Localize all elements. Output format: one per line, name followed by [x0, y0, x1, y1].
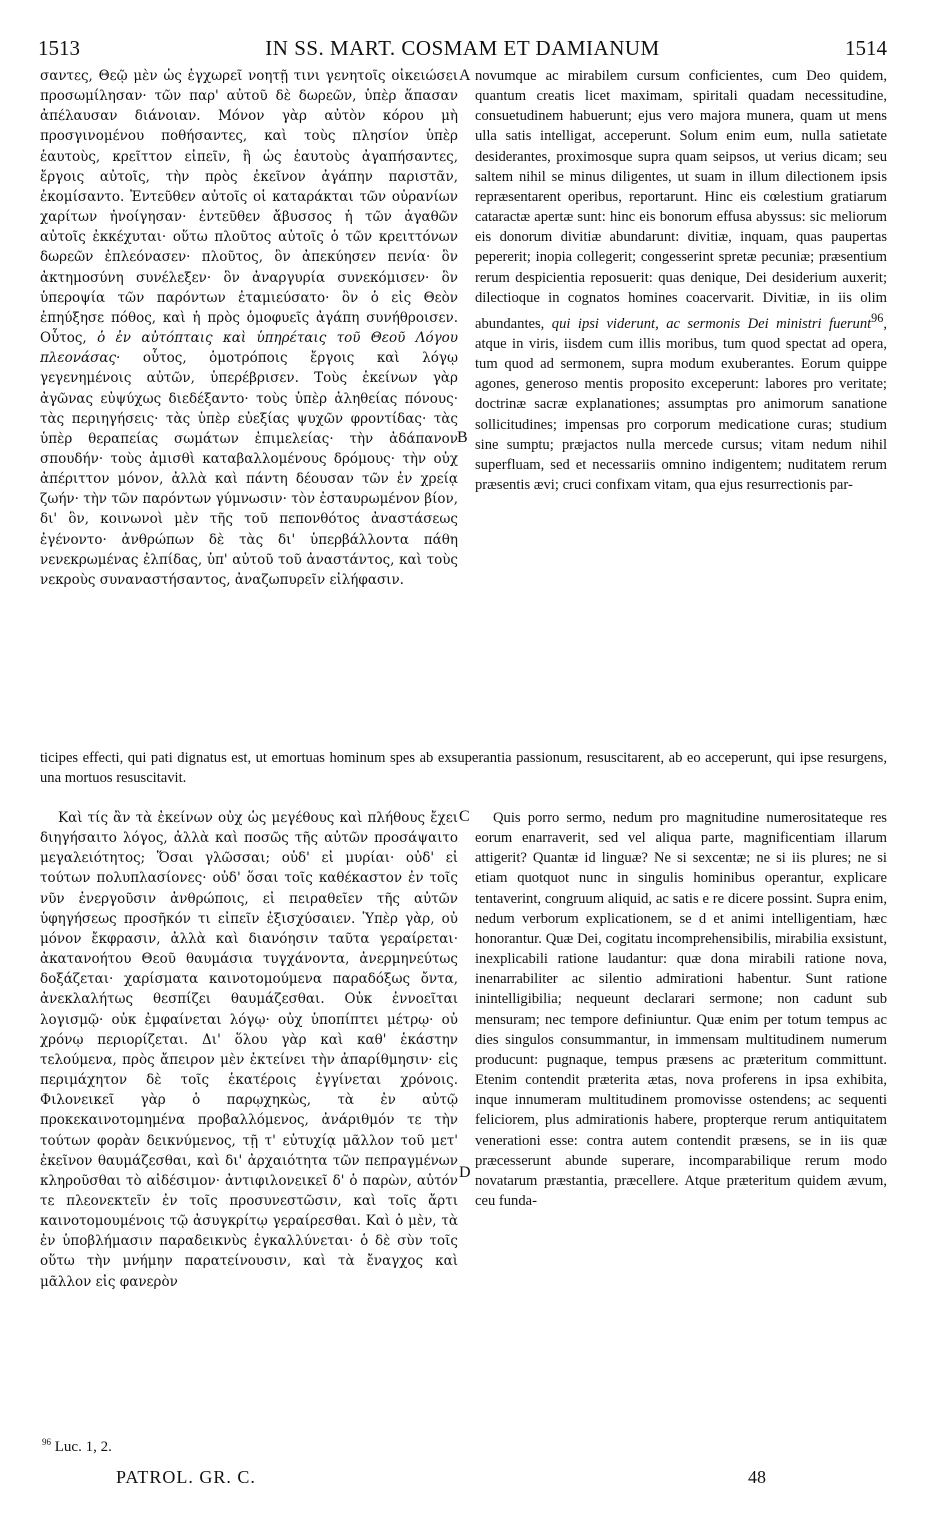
latin-full-width-line: ticipes effecti, qui pati dignatus est, ut emortuas hominum spes ab exsuperantia passionum, resuscitarent, ab eo acceperunt, qui ipse resurgens, una mortuos resuscitavit. — [40, 750, 887, 787]
running-header — [0, 36, 925, 66]
latin-column-bottom — [475, 808, 887, 1211]
margin-letter-b: B — [457, 429, 468, 446]
footnote — [42, 1437, 112, 1456]
latin-italic-quote: qui ipsi viderunt, ac sermonis Dei ministri fuerunt — [551, 315, 872, 332]
footnote-number: 96 — [42, 1437, 51, 1447]
greek-column-bottom — [40, 808, 458, 1292]
footnote-text: Luc. 1, 2. — [54, 1439, 112, 1455]
latin-paragraph: Quis porro sermo, nedum pro magnitudine numerositateque res eorum enarraverit, sed vel aliqua parte, magnificentiam illarum attigerit? Quantæ id linguæ? Ne si sexcentæ; ne si iis plures; ne si etiam quotquot nunc in singulis hominibus operantur, explicare tentaverint, congruum aliquid, ac satis e re dicere possint. Supra enim, nedum verborum explicationem, se d et animi intelligentiam, hæc honorantur. Quæ Dei, cogitatu incomprehensibilis, mirabilia exsistunt, inexplicabili ratione laudantur: quæ dona mirabili ratione nova, inenarrabiliter ac silentio admirationi habentur. Sunt ratione inintelligibilia; nequeunt declarari sermone; non cadunt sub mensuram; nec tempore definiuntur. Quæ enim per totum tempus ac dies singulos consummantur, in immensam multitudinem numerum producunt: pugnaque, tempus præsens ac præteritum committunt. Etenim contendit præterita ætas, nova proferens in ipsa exhibita, inque innumeram multitudinem promovisse ostendens; ac sequenti feliciorem, plus admirationis habere, propterque rerum antiquitatem venerationi esse: contra autem contendit præsens, se in iis quæ præcesserunt abunde superare, incomparabilique rerum modo novatarum præstantia, præcellere. Atque præteritum quidem ævum, ceu funda- — [475, 810, 887, 1209]
signature-mark: 48 — [748, 1467, 766, 1487]
latin-column-top — [475, 66, 887, 495]
page-number-left: 1513 — [38, 36, 80, 60]
greek-italic-quote: ὁ ἐν αὐτόπταις καὶ ὑπηρέταις τοῦ Θεοῦ Λόγου πλεονάσας· — [40, 330, 458, 367]
margin-letter-c: C — [459, 808, 470, 825]
greek-paragraph: Καὶ τίς ἂν τὰ ἐκείνων οὐχ ὡς μεγέθους καὶ πλήθους ἔχει διηγήσαιτο λόγος, ἀλλὰ καὶ ποσῶς τῆς αὐτῶν προσάψαιτο μεγαλειότητος; Ὅσαι γλῶσσαι; οὐδ' εἰ μυρίαι· οὐδ' εἰ τούτων πολυπλασίονες· οὐδ' ὅσαι τοῖς καθέκαστον ἐν τοῖς νῦν ἐνεργοῦσιν ἀνθρώποις, εἰ πειραθεῖεν τῆς αὐτῶν ὑφηγήσεως προσῆκόν τι εἰπεῖν ἐξισχύσαιεν. Ὑπὲρ γὰρ, οὐ μόνον ἔκφρασιν, ἀλλὰ καὶ διανόησιν ταῦτα γεραίρεται· ἀκατανοήτου Θεοῦ θαυμάσια τυγχάνοντα, ἀνερμηνεύτως δοξάζεται· χαρίσματα καινοτομούμενα παραδόξως ὄντα, ἀνεκλαλήτως θεσπίζει θαυμάζεσθαι. Οὐκ ἐννοεῖται λογισμῷ· οὐκ ἐμφαίνεται λόγῳ· οὐχ ὑποπίπτει μέτρῳ· οὐ χρόνῳ περιορίζεται. Δι' ὅλου γὰρ καὶ καθ' ἑκάστην τελούμενα, πρὸς ἄπειρον μὲν ἐκτείνει τὴν ἀπαρίθμησιν· εἰς περιμάχητον δὲ τοῖς ἑκατέροις ἐγγίνεται χρόνοις. Φιλονεικεῖ γὰρ ὁ παρῳχηκὼς, τὰ ἐν αὐτῷ προκεκαινοτομημένα προβαλλόμενος, ἀνάριθμόν τε τὴν τούτων φορὰν δεικνύμενος, τῇ τ' εὐτυχίᾳ μᾶλλον τοῦ μετ' ἐκεῖνον θαυμάζεσθαι, καὶ δι' ἀρχαιότητα τῶν πεπραγμένων κληροῦσθαι τὸ αἰδέσιμον· ἀντιφιλονεικεῖ δ' ὁ παρὼν, αὐτόν τε πλεονεκτεῖν ἐν τοῖς προσυνεστῶσιν, καὶ τοῖς ἄρτι καινοτομουμένοις τῷ ἀσυγκρίτῳ γεραίρεσθαι. Καὶ ὁ μὲν, τὰ ἐν ὑποβλήμασιν παραδεικνὺς ἐγκαλλύνεται· ὁ δὲ σὺν τοῖς οὕτω τὴν μνήμην παρατείνουσιν, καὶ τὰ ἔναγχος καὶ μᾶλλον εἰς φανερὸν — [40, 810, 458, 1290]
page-number-right: 1514 — [845, 36, 887, 60]
margin-letter-d: D — [459, 1164, 471, 1181]
latin-text-cont: , atque in viris, iisdem cum illis moribus, tum quod spectat ad opera, tum quod ad sermonem, supra modum exuberantes. Eorum quippe agones, generoso mentis proposito exceperunt: labores pro veritate; doctrinæ sacræ explanationes; assumptas pro animorum sanatione sollicitudines; impensas pro corporum medicatione curas; studium sine sumptu; præjactos nulla mercede cursus; vitam nedum nihil superfluam, sed et necessariis omnino indigentem; nuditatem rerum præsentis ævi; cruci confixam vitam, qua ejus resurrectionis par- — [475, 315, 887, 493]
series-title: PATROL. GR. C. — [116, 1467, 256, 1487]
greek-text: σαντες, Θεῷ μὲν ὡς ἐγχωρεῖ νοητῇ τινι γενητοῖς οἰκειώσει προσωμίλησαν· τῶν παρ' αὐτοῦ δὲ δωρεῶν, ὑπὲρ ἅπασαν ἀπέλαυσαν διάνοιαν. Μόνον γὰρ αὐτὸν κόρου μὴ προσγινομένου ποθήσαντες, καὶ τοὺς πλησίον ὑπὲρ ἑαυτοὺς, κρεῖττον εἰπεῖν, ἢ ὡς ἑαυτοὺς ἀγαπήσαντες, ἔργοις αὐτοῖς, τὴν πρὸς ἐκεῖνον ἀγάπην παριστᾶν, ἐκομίσαντο. Ἐντεῦθεν αὐτοῖς οἱ καταράκται τῶν οὐρανίων χαρίτων ἠνοίγησαν· ἐντεῦθεν ἄβυσσος ἡ τῶν ἀγαθῶν αὐτοῖς ἐκκέχυται· οὕτω πλοῦτος αὐτοῖς ὁ τῶν κρειττόνων δωρεῶν ἐπλεόνασεν· πλοῦτος, ὃν ἀπεκύησεν πενία· ὃν ἀκτημοσύνη συνέλεξεν· ὃν ἀναργυρία συνεκόμισεν· ὃν ὑπεροψία τῶν παρόντων ἐταμιεύσατο· ὃν ὁ εἰς Θεὸν ἐπηύξησε πόθος, καὶ ἡ πρὸς ὁμοφυεῖς ἀγάπη συνήθροισεν. Οὗτος, — [40, 68, 458, 347]
footnote-ref: 96 — [871, 310, 884, 325]
latin-text: novumque ac mirabilem cursum conficientes, cum Deo quidem, quantum creatis licet maximam, spiritali quadam necessitudine, consuetudinem habuerunt; ejus vero majora munera, quam ut mens ulla satis intelligat, acceperunt. Solum enim eum, nulla satietate desiderantes, proximosque supra quam seipsos, ut verius dicam; seu saltem nihil se minus diligentes, ut suam in illum dilectionem ipsis repræsentarent operibus, reportarunt. Hinc eis cœlestium gratiarum cataractæ apertæ sunt: hinc eis bonorum effusa abyssus: sic meliorum eis donorum divitiæ abundarunt: divitiæ, inquam, quas paupertas pepererit; inopia collegerit; congesserint spretæ pecuniæ; præsentium rerum despicientia reposuerit: quas denique, Dei desiderium auxerit; dilectioque in cognatos homines coacervarit. Divitiæ, in iis olim abundantes, — [475, 68, 887, 332]
running-title: IN SS. MART. COSMAM ET DAMIANUM — [265, 36, 660, 60]
margin-letter-a: A — [459, 67, 471, 84]
greek-text-cont: οὗτος, ὁμοτρόποις ἔργοις καὶ λόγῳ γεγενημένοις αὐτῶν, ὑπερέβρισεν. Τοὺς ἐκείνων γὰρ ἀγῶνας εὐψύχως διεδέξαντο· τοὺς ὑπὲρ ἀληθείας πόνους· τὰς περιηγήσεις· τὰς ὑπὲρ εὐεξίας ψυχῶν φροντίδας· τὰς ὑπὲρ θεραπείας σωμάτων ἐπιμελείας· τὴν ἀδάπανον σπουδήν· τοὺς ἀμισθὶ καταβαλλομένους δρόμους· τὴν οὐχ ἀπέριττον μόνον, ἀλλὰ καὶ πάντη δέουσαν τῶν ἐν χρείᾳ ζωήν· τὴν τῶν παρόντων γύμνωσιν· τὸν ἐσταυρωμένον βίον, δι' ὃν, κοινωνοὶ μὲν τῆς τοῦ πεπονθότος ἀναστάσεως ἐγένοντο· ἀνθρώπων δὲ τὰς δι' ὑπερβάλλοντα πάθη νενεκρωμένας ἐλπίδας, ὑπ' αὐτοῦ τοῦ ἀναστάντος, καὶ τοὺς νεκροὺς συναναστήσαντος, ἀναζωπυρεῖν εἰλήφασιν. — [40, 350, 458, 588]
greek-column-top — [40, 66, 458, 590]
